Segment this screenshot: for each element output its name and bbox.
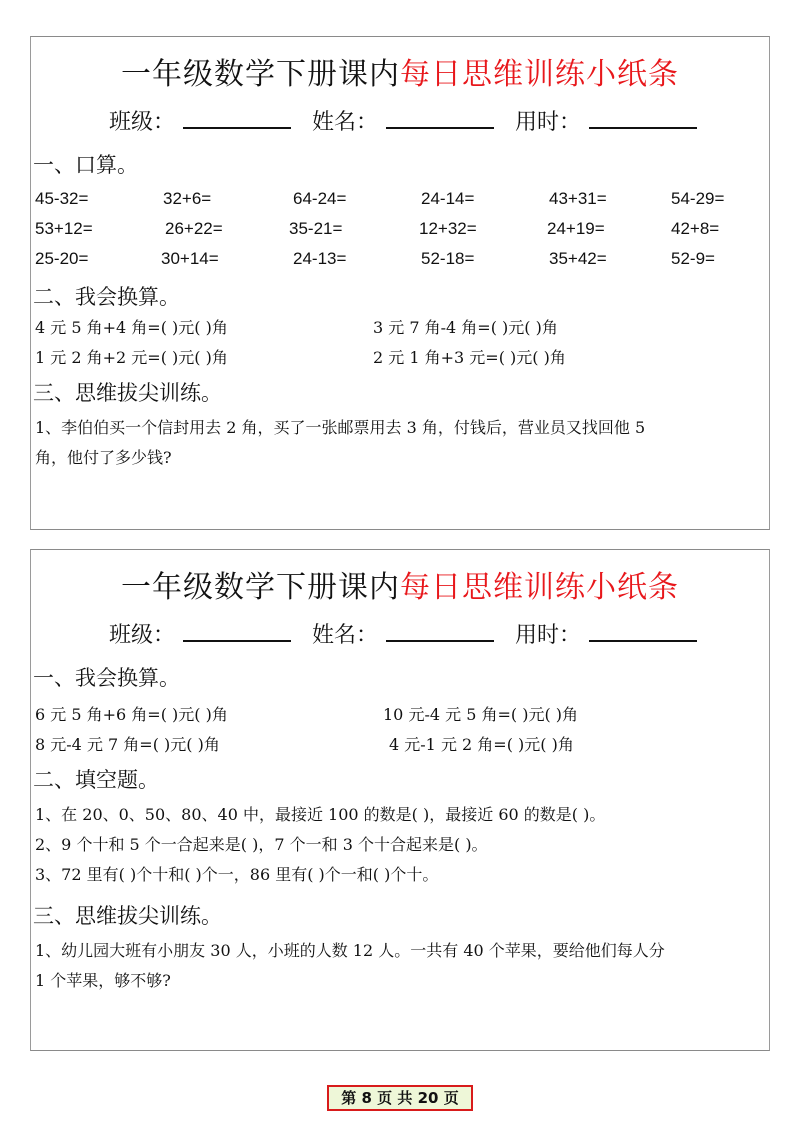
section-heading-conversion: 二、我会换算。 [33, 285, 180, 309]
worksheet-title: 一年级数学下册课内每日思维训练小纸条 [121, 57, 679, 92]
section-heading-fill-blank: 二、填空题。 [33, 768, 159, 792]
class-blank[interactable] [183, 622, 291, 642]
calc-item: 35-21= [289, 219, 343, 238]
section-heading-oral-calc: 一、口算。 [33, 153, 138, 177]
page-number-badge: 第 8 页 共 20 页 [327, 1085, 473, 1111]
worksheet-card-1 [30, 36, 770, 530]
word-problem-line: 1、李伯伯买一个信封用去 2 角，买了一张邮票用去 3 角，付钱后，营业员又找回他 5 [35, 418, 646, 437]
name-label: 姓名： [312, 110, 379, 135]
calc-item: 25-20= [35, 249, 89, 268]
calc-item: 64-24= [293, 189, 347, 208]
conversion-item: 4 元-1 元 2 角=( )元( )角 [389, 735, 574, 754]
class-blank[interactable] [183, 109, 291, 129]
time-blank[interactable] [589, 622, 697, 642]
conversion-item: 3 元 7 角-4 角=( )元( )角 [373, 318, 558, 337]
time-blank[interactable] [589, 109, 697, 129]
section-heading-thinking: 三、思维拔尖训练。 [33, 381, 222, 405]
calc-item: 26+22= [165, 219, 223, 238]
student-info-row [109, 105, 711, 136]
calc-item: 52-9= [671, 249, 715, 268]
time-label: 用时： [515, 623, 582, 648]
calc-item: 52-18= [421, 249, 475, 268]
calc-item: 45-32= [35, 189, 89, 208]
calc-item: 32+6= [163, 189, 212, 208]
conversion-item: 8 元-4 元 7 角=( )元( )角 [35, 735, 220, 754]
calc-item: 35+42= [549, 249, 607, 268]
fill-blank-item: 3、72 里有( )个十和( )个一，86 里有( )个一和( )个十。 [35, 865, 439, 884]
fill-blank-item: 1、在 20、0、50、80、40 中，最接近 100 的数是( )，最接近 60 的数是( )。 [35, 805, 606, 824]
calc-item: 24-13= [293, 249, 347, 268]
word-problem-line: 1、幼儿园大班有小朋友 30 人，小班的人数 12 人。一共有 40 个苹果，要给他们每人分 [35, 941, 665, 960]
worksheet-title: 一年级数学下册课内每日思维训练小纸条 [121, 570, 679, 605]
conversion-item: 4 元 5 角+4 角=( )元( )角 [35, 318, 228, 337]
calc-item: 12+32= [419, 219, 477, 238]
section-heading-conversion: 一、我会换算。 [33, 666, 180, 690]
conversion-item: 1 元 2 角+2 元=( )元( )角 [35, 348, 228, 367]
name-blank[interactable] [386, 622, 494, 642]
class-label: 班级： [109, 623, 176, 648]
name-label: 姓名： [312, 623, 379, 648]
calc-item: 43+31= [549, 189, 607, 208]
calc-item: 24+19= [547, 219, 605, 238]
section-heading-thinking: 三、思维拔尖训练。 [33, 904, 222, 928]
worksheet-card-2 [30, 549, 770, 1051]
conversion-item: 10 元-4 元 5 角=( )元( )角 [383, 705, 579, 724]
word-problem-line: 角，他付了多少钱? [35, 448, 172, 467]
time-label: 用时： [515, 110, 582, 135]
word-problem-line: 1 个苹果，够不够? [35, 971, 171, 990]
calc-item: 54-29= [671, 189, 725, 208]
calc-item: 30+14= [161, 249, 219, 268]
calc-item: 42+8= [671, 219, 720, 238]
calc-item: 24-14= [421, 189, 475, 208]
fill-blank-item: 2、9 个十和 5 个一合起来是( )，7 个一和 3 个十合起来是( )。 [35, 835, 488, 854]
name-blank[interactable] [386, 109, 494, 129]
student-info-row [109, 618, 711, 649]
conversion-item: 2 元 1 角+3 元=( )元( )角 [373, 348, 566, 367]
conversion-item: 6 元 5 角+6 角=( )元( )角 [35, 705, 228, 724]
class-label: 班级： [109, 110, 176, 135]
calc-item: 53+12= [35, 219, 93, 238]
